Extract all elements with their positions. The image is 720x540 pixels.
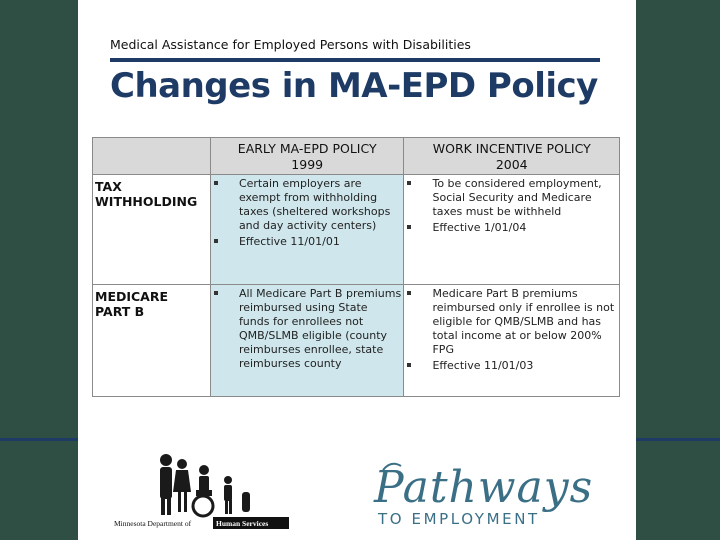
bullet-icon: [407, 363, 411, 367]
slide-title: Changes in MA-EPD Policy: [110, 66, 598, 106]
table-row-tax-withholding: [93, 175, 620, 285]
list-item: Effective 11/01/01: [211, 235, 402, 249]
pathways-subtitle: TO EMPLOYMENT: [378, 510, 540, 528]
work-policy-cell: [404, 175, 620, 285]
slide-subtitle: Medical Assistance for Employed Persons with Disabilities: [110, 37, 471, 52]
right-border-panel: [636, 0, 720, 540]
bullet-icon: [407, 225, 411, 229]
row-label-line1: MEDICARE: [95, 289, 169, 304]
left-accent-line: [0, 438, 78, 441]
dhs-wordmark-prefix: Minnesota Department of: [114, 519, 192, 528]
list-item: Effective 11/01/03: [404, 359, 617, 373]
left-border-panel: [0, 0, 78, 540]
header-early-line1: EARLY MA-EPD POLICY: [237, 141, 377, 156]
list-item: Medicare Part B premiums reimbursed only if enrollee is not eligible for QMB/SLMB and has total income at or below 200% FPG: [404, 287, 617, 357]
table-header-row: [93, 138, 620, 175]
footer-logos: [78, 440, 636, 540]
list-item: Effective 1/01/04: [404, 221, 617, 235]
row-label-cell: [93, 285, 211, 397]
bullet-icon: [407, 181, 411, 185]
header-corner-cell: [93, 138, 211, 175]
header-work-line2: 2004: [495, 157, 528, 172]
row-label-line2: WITHHOLDING: [95, 194, 198, 209]
bullet-icon: [407, 291, 411, 295]
row-label-line1: TAX: [95, 179, 122, 194]
right-accent-line: [636, 438, 720, 441]
row-label-line2: PART B: [95, 304, 145, 319]
dhs-logo: [114, 454, 289, 529]
pathways-logo: [373, 462, 593, 528]
early-policy-cell: [210, 175, 404, 285]
family-silhouette-icon: [160, 454, 250, 516]
pathways-script-text: Pathways: [374, 462, 594, 513]
list-item: All Medicare Part B premiums reimbursed using State funds for enrollees not QMB/SLMB eligible (county reimburses enrollee, state reimburses county: [211, 287, 402, 371]
header-early-line2: 1999: [291, 157, 324, 172]
list-item: To be considered employment, Social Security and Medicare taxes must be withheld: [404, 177, 617, 219]
bullet-icon: [214, 291, 218, 295]
title-rule: [110, 58, 600, 62]
header-early-policy: [210, 138, 404, 175]
work-policy-cell: [404, 285, 620, 397]
row-label-cell: [93, 175, 211, 285]
header-work-incentive-policy: [404, 138, 620, 175]
bullet-icon: [214, 239, 218, 243]
header-work-line1: WORK INCENTIVE POLICY: [432, 141, 591, 156]
list-item: Certain employers are exempt from withholding taxes (sheltered workshops and day activity centers): [211, 177, 402, 233]
slide: [78, 0, 636, 540]
policy-table: [92, 137, 620, 397]
dhs-wordmark-suffix: Human Services: [216, 519, 269, 528]
early-policy-cell: [210, 285, 404, 397]
bullet-icon: [214, 181, 218, 185]
table-row-medicare-part-b: [93, 285, 620, 397]
